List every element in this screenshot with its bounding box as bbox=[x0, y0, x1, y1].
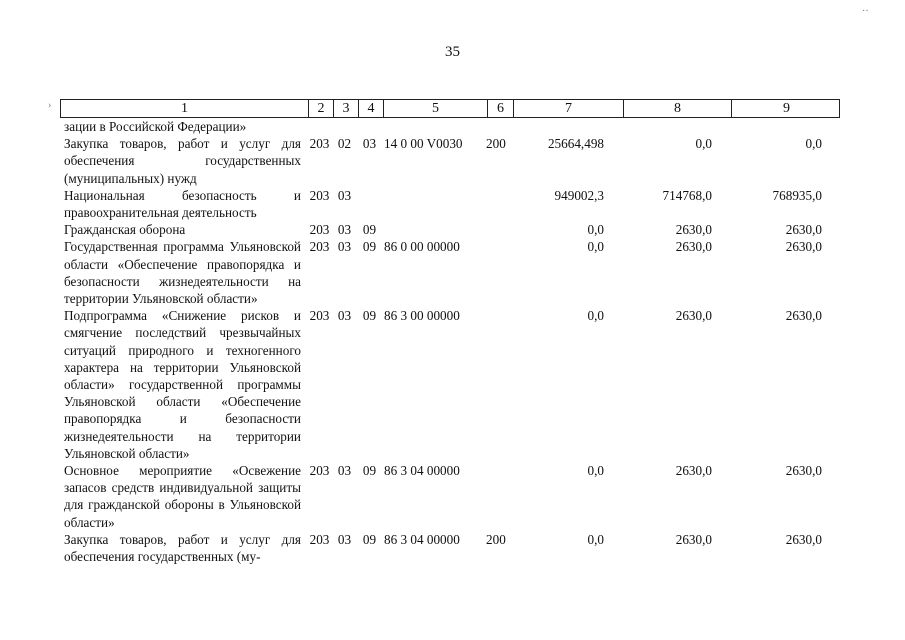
row-type: 200 bbox=[486, 531, 506, 547]
row-value-9: 2630,0 bbox=[785, 531, 822, 547]
row-code: 203 bbox=[309, 222, 330, 238]
scan-mark: ·· bbox=[862, 6, 869, 17]
row-type: 200 bbox=[486, 136, 506, 152]
table-row bbox=[60, 531, 840, 565]
row-section: 03 bbox=[337, 463, 352, 479]
row-code: 203 bbox=[309, 239, 330, 255]
row-value-8 bbox=[622, 118, 730, 135]
row-target: 86 3 00 00000 bbox=[384, 308, 460, 324]
row-type bbox=[486, 238, 512, 307]
row-subsection bbox=[357, 187, 382, 221]
row-target bbox=[382, 187, 486, 221]
row-value-8: 714768,0 bbox=[662, 187, 712, 203]
header-col-7: 7 bbox=[513, 100, 623, 117]
page-number: 35 bbox=[445, 44, 460, 60]
row-type bbox=[486, 221, 512, 238]
row-subsection: 09 bbox=[362, 463, 377, 479]
header-col-4: 4 bbox=[358, 100, 383, 117]
row-subsection bbox=[357, 118, 382, 135]
header-col-5: 5 bbox=[383, 100, 487, 117]
row-code: 203 bbox=[309, 531, 330, 547]
header-col-3: 3 bbox=[333, 100, 358, 117]
row-name: зации в Российской Федерации» bbox=[64, 119, 247, 134]
scan-mark: › bbox=[48, 100, 52, 111]
row-name: Гражданская оборона bbox=[64, 222, 186, 238]
row-code: 203 bbox=[309, 136, 330, 152]
table-row bbox=[60, 118, 840, 135]
row-value-9: 0,0 bbox=[805, 136, 822, 152]
header-col-1: 1 bbox=[181, 101, 188, 116]
row-subsection: 09 bbox=[362, 308, 377, 324]
table-row bbox=[60, 238, 840, 307]
table-row bbox=[60, 307, 840, 462]
row-value-7: 949002,3 bbox=[554, 187, 604, 203]
row-value-9: 2630,0 bbox=[785, 308, 822, 324]
row-name: Основное мероприятие «Освежение запасов средств индивидуальной защиты для гражданской обороны в Ульяновской области» bbox=[64, 463, 301, 530]
row-value-8: 2630,0 bbox=[675, 239, 712, 255]
row-section: 03 bbox=[337, 222, 352, 238]
row-value-9 bbox=[730, 118, 840, 135]
row-value-9: 2630,0 bbox=[785, 222, 822, 238]
budget-table bbox=[60, 99, 840, 565]
row-code: 203 bbox=[309, 463, 330, 479]
row-section bbox=[332, 118, 357, 135]
row-target: 86 3 04 00000 bbox=[384, 463, 460, 479]
row-subsection: 09 bbox=[362, 239, 377, 255]
table-row bbox=[60, 462, 840, 531]
row-name: Закупка товаров, работ и услуг для обеспечения государственных (му- bbox=[64, 531, 301, 565]
row-value-7: 0,0 bbox=[587, 531, 604, 547]
row-code: 203 bbox=[309, 187, 330, 203]
row-value-9: 768935,0 bbox=[772, 187, 822, 203]
row-value-8: 0,0 bbox=[695, 136, 712, 152]
row-value-7: 0,0 bbox=[587, 239, 604, 255]
row-code: 203 bbox=[309, 308, 330, 324]
header-col-2: 2 bbox=[308, 100, 333, 117]
row-type bbox=[486, 462, 512, 531]
row-value-7: 0,0 bbox=[587, 222, 604, 238]
row-target bbox=[382, 118, 486, 135]
row-value-9: 2630,0 bbox=[785, 239, 822, 255]
row-value-7: 0,0 bbox=[587, 308, 604, 324]
row-target: 86 3 04 00000 bbox=[384, 531, 460, 547]
row-value-7 bbox=[512, 118, 622, 135]
row-section: 03 bbox=[337, 187, 352, 203]
header-col-6: 6 bbox=[487, 100, 513, 117]
row-name: Национальная безопасность и правоохранительная деятельность bbox=[64, 187, 301, 221]
row-target: 14 0 00 V0030 bbox=[384, 136, 463, 152]
row-value-8: 2630,0 bbox=[675, 222, 712, 238]
row-name: Закупка товаров, работ и услуг для обеспечения государственных (муниципальных) нужд bbox=[64, 136, 301, 186]
row-value-7: 0,0 bbox=[587, 463, 604, 479]
row-subsection: 09 bbox=[362, 531, 377, 547]
row-code bbox=[307, 118, 332, 135]
header-col-8: 8 bbox=[623, 100, 731, 117]
row-value-8: 2630,0 bbox=[675, 308, 712, 324]
header-col-9: 9 bbox=[731, 100, 841, 117]
row-subsection: 09 bbox=[362, 222, 377, 238]
row-name: Подпрограмма «Снижение рисков и смягчение последствий чрезвычайных ситуаций природного и техногенного характера на территории Ульяновской области» государственной программы Ульяновской области «Обеспечение правопорядка и безопасности жизнедеятельности на территории Ульяновской области» bbox=[64, 308, 301, 461]
row-section: 03 bbox=[337, 308, 352, 324]
row-value-8: 2630,0 bbox=[675, 463, 712, 479]
row-value-9: 2630,0 bbox=[785, 463, 822, 479]
row-type bbox=[486, 118, 512, 135]
row-target bbox=[382, 221, 486, 238]
table-row bbox=[60, 135, 840, 187]
row-subsection: 03 bbox=[362, 136, 377, 152]
row-name: Государственная программа Ульяновской области «Обеспечение правопорядка и безопасности жизнедеятельности на территории Ульяновской области» bbox=[64, 239, 301, 307]
row-section: 03 bbox=[337, 239, 352, 255]
row-target: 86 0 00 00000 bbox=[384, 239, 460, 255]
row-section: 03 bbox=[337, 531, 352, 547]
table-header bbox=[60, 99, 840, 118]
row-section: 02 bbox=[337, 136, 352, 152]
row-type bbox=[486, 187, 512, 221]
table-row bbox=[60, 221, 840, 238]
row-type bbox=[486, 307, 512, 462]
row-value-8: 2630,0 bbox=[675, 531, 712, 547]
table-row bbox=[60, 187, 840, 221]
row-value-7: 25664,498 bbox=[547, 136, 604, 152]
